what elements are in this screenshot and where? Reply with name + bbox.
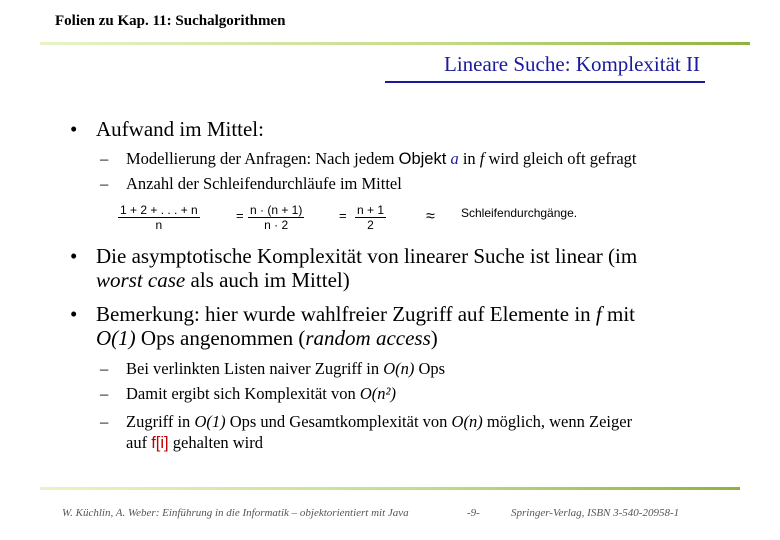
footer-publisher: Springer-Verlag, ISBN 3-540-20958-1 [511,507,680,519]
fraction-sum-over-n: $\frac{1 + 2 + . . . + n}{n}$ [120,203,198,232]
sub-bullet-text: Damit ergibt sich Komplexität von O(n²) [126,384,396,403]
equals-sign: = [339,208,347,223]
dash: – [100,384,109,403]
sub-bullet-text: Modellierung der Anfragen: Nach jedem Objekt a in f wird gleich oft gefragt [126,149,637,168]
footer-page-number: -9- [467,507,480,519]
formula-unit-text: Schleifendurchgänge. [461,206,578,220]
bottom-divider [40,487,740,490]
bullet-dot: • [70,302,78,326]
sub-bullet-text: Bei verlinkten Listen naiver Zugriff in O(n) Ops [126,359,446,378]
slide-header: Folien zu Kap. 11: Suchalgorithmen [55,13,286,29]
dash: – [100,359,109,378]
fraction-product: $\frac{n \cdot (n + 1)}{n \cdot 2}$ [250,203,303,232]
footer-authors: W. Küchlin, A. Weber: Einführung in die Informatik – objektorientiert mit Java [62,507,409,519]
bullet-text: Aufwand im Mittel: [96,117,264,141]
title-underline [385,81,705,83]
bullet-text: Die asymptotische Komplexität von linearer Suche ist linear (im worst case als auch im Mittel) [96,244,638,292]
bullet-dot: • [70,117,78,141]
sub-bullet-text: Zugriff in O(1) Ops und Gesamtkomplexität von O(n) möglich, wenn Zeiger auf f[i] gehalten wird [126,412,633,452]
bullet-text: Bemerkung: hier wurde wahlfreier Zugriff auf Elemente in f mit O(1) Ops angenommen (random access) [96,302,636,350]
dash: – [100,149,109,168]
fraction-n-plus-1-over-2: $\frac{n + 1}{2}$ [357,203,385,232]
sub-bullet-text: Anzahl der Schleifendurchläufe im Mittel [126,174,402,193]
dash: – [100,174,109,193]
slide-title: Lineare Suche: Komplexität II [444,52,700,76]
bullet-dot: • [70,244,78,268]
equals-sign: = [236,208,244,223]
top-divider [40,42,750,45]
dash: – [100,412,109,431]
approx-sign: ≈ [426,208,435,225]
